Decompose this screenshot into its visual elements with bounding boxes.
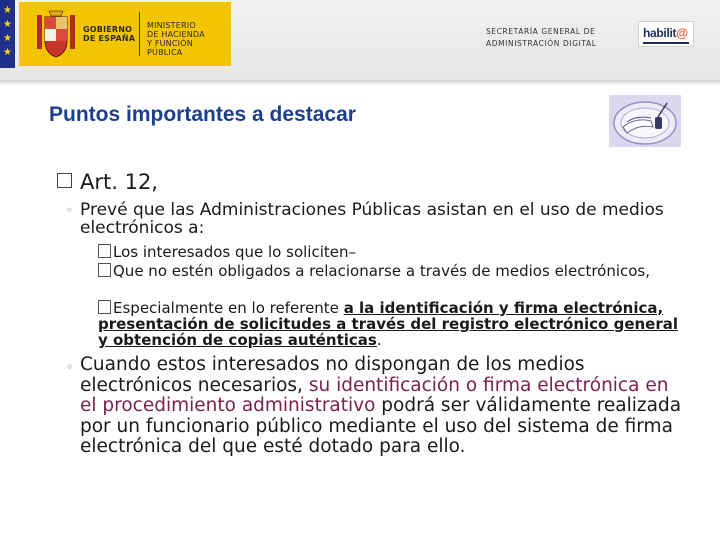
eu-flag-strip xyxy=(0,0,15,68)
sub-bullet-2-after: podrá ser válidamente realizada por un funcionario público mediante el uso del sistema de firma electrónica del que esté dotado para ello. xyxy=(80,395,682,457)
list-item-text: Los interesados que lo soliciten– xyxy=(113,243,356,261)
header-divider xyxy=(0,80,720,86)
government-logo xyxy=(19,2,231,66)
square-bullet-icon xyxy=(98,263,111,277)
gov-line: DE ESPAÑA xyxy=(83,34,136,43)
ministry-line: Y FUNCIÓN PÚBLICA xyxy=(147,39,193,57)
sub-bullet-1-text: Prevé que las Administraciones Públicas asistan en el uso de medios electrónicos a: xyxy=(80,200,664,238)
square-bullet-icon xyxy=(98,244,111,258)
gov-line: GOBIERNO xyxy=(83,25,133,34)
ministry-line: MINISTERIO xyxy=(147,21,196,30)
star-icon: ★ xyxy=(3,19,12,30)
circle-bullet-icon: ◦ xyxy=(66,360,74,374)
star-icon: ★ xyxy=(3,5,12,16)
star-icon: ★ xyxy=(3,47,12,58)
logo-at: @ xyxy=(676,26,688,40)
list-item xyxy=(98,244,688,260)
secretaria-line: SECRETARÍA GENERAL DE xyxy=(486,27,596,36)
square-bullet-icon xyxy=(57,173,72,188)
document-pen-clipart-icon xyxy=(609,95,681,147)
circle-bullet-icon: ◦ xyxy=(66,203,74,217)
coat-of-arms-icon xyxy=(35,9,77,59)
list-item-prefix: Especialmente en lo referente xyxy=(113,299,344,317)
logo-text: habilit xyxy=(643,26,677,40)
secretaria-label xyxy=(486,26,597,50)
secretaria-line: ADMINISTRACIÓN DIGITAL xyxy=(486,39,597,48)
divider xyxy=(139,12,140,56)
list-item-text: Que no estén obligados a relacionarse a través de medios electrónicos, xyxy=(113,262,651,280)
list-item xyxy=(98,300,688,348)
list-item-bold: a la identificación y firma electrónica, presentación de solicitudes a través del registro electrónico general y obtención de copias auténticas xyxy=(98,299,679,349)
header-band xyxy=(0,0,720,80)
main-bullet xyxy=(57,169,158,195)
main-bullet-text: Art. 12, xyxy=(80,170,158,194)
star-icon: ★ xyxy=(3,33,12,44)
list-item-suffix: . xyxy=(376,331,382,349)
sub-bullet-2-highlight: su identificación o firma electrónica en el procedimiento administrativo xyxy=(80,374,669,416)
square-bullet-icon xyxy=(98,300,111,314)
sub-bullet-1 xyxy=(66,200,690,238)
logo-underline xyxy=(643,42,689,44)
ministry-line: DE HACIENDA xyxy=(147,30,205,39)
sub-bullet-2 xyxy=(66,354,690,458)
habilitat-logo xyxy=(638,21,694,47)
slide-title: Puntos importantes a destacar xyxy=(49,103,356,126)
sub-bullet-2-before: Cuando estos interesados no dispongan de los medios electrónicos necesarios, xyxy=(80,354,585,396)
list-item xyxy=(98,263,688,279)
